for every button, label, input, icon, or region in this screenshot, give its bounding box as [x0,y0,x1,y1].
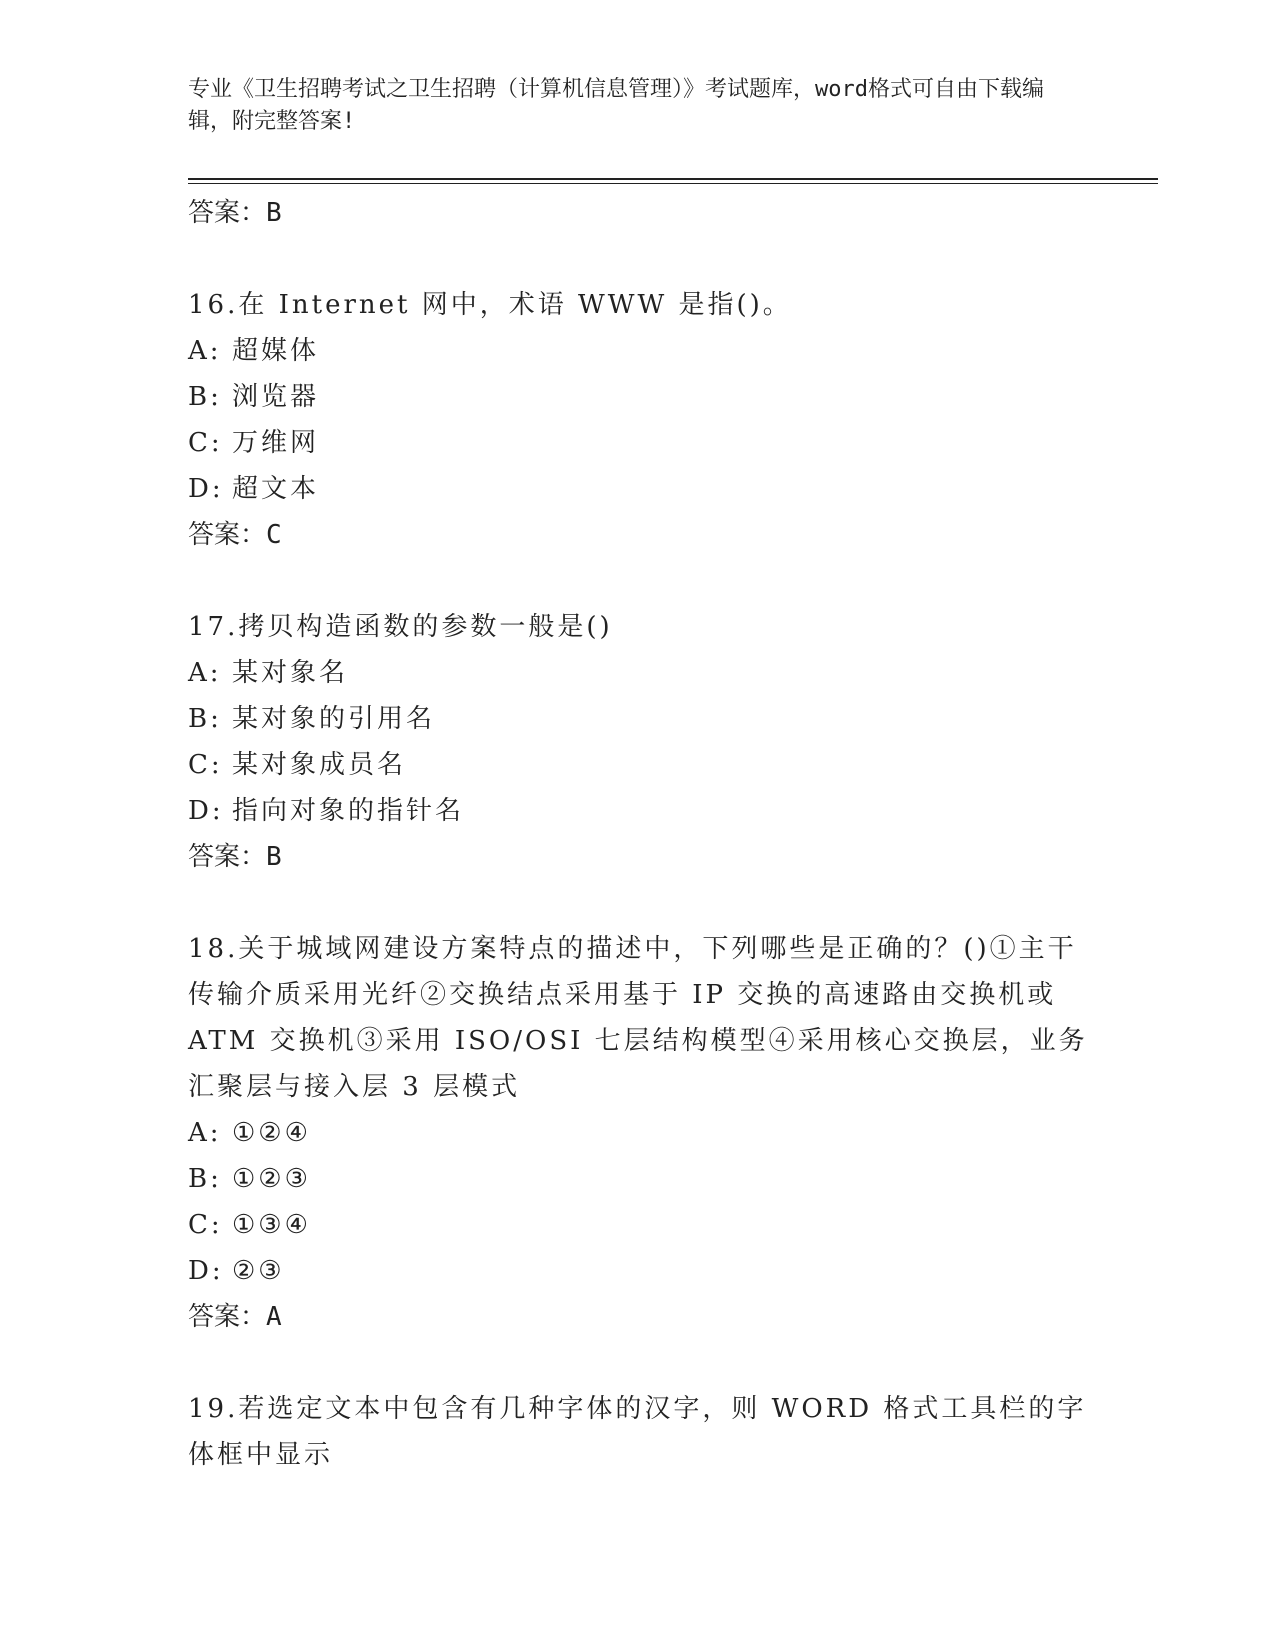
option-text: 超媒体 [232,336,320,366]
option-key: D: [188,474,224,504]
question-text: 18.关于城域网建设方案特点的描述中，下列哪些是正确的？()①主干传输介质采用光纤②交换结点采用基于 IP 交换的高速路由交换机或ATM 交换机③采用 ISO/OSI 七层结构模型④采用核心交换层，业务汇聚层与接入层 3 层模式 [188,934,1088,1102]
answer-option [188,1156,1088,1202]
option-text: 超文本 [232,474,320,504]
option-text: ①②④ [232,1118,311,1148]
answer-line [188,834,1088,880]
answer-label: 答案： [188,842,267,872]
answer-label: 答案： [188,520,267,550]
option-key: B: [188,382,222,412]
answer-value: B [266,842,282,872]
option-text: 某对象成员名 [232,750,407,780]
option-key: D: [188,1256,224,1286]
answer-line [188,1294,1088,1340]
spacer [188,236,1088,282]
option-text: ②③ [232,1256,285,1286]
page-header-text: 专业《卫生招聘考试之卫生招聘（计算机信息管理）》考试题库，word格式可自由下载编辑，附完整答案! [188,77,1044,134]
option-key: B: [188,1164,222,1194]
answer-line [188,512,1088,558]
answer-label: 答案： [188,198,267,228]
answer-option [188,328,1088,374]
question-text: 17.拷贝构造函数的参数一般是() [188,612,613,642]
header-divider-thin [188,183,1158,184]
option-text: ①②③ [232,1164,311,1194]
answer-label: 答案： [188,1302,267,1332]
option-text: 浏览器 [232,382,320,412]
option-key: A: [188,1118,222,1148]
answer-value: A [266,1302,282,1332]
spacer [188,880,1088,926]
answer-option [188,420,1088,466]
answer-option [188,1202,1088,1248]
question-list [188,190,1088,1478]
answer-option [188,788,1088,834]
option-text: 万维网 [232,428,320,458]
answer-option [188,1110,1088,1156]
option-text: 指向对象的指针名 [232,796,465,826]
option-key: A: [188,658,222,688]
option-text: ①③④ [232,1210,311,1240]
header-divider-thick [188,178,1158,180]
answer-option [188,742,1088,788]
answer-value: C [266,520,282,550]
option-key: B: [188,704,222,734]
option-key: C: [188,428,223,458]
answer-option [188,374,1088,420]
spacer [188,1340,1088,1386]
option-key: A: [188,336,222,366]
answer-value: B [266,198,282,228]
answer-option [188,650,1088,696]
spacer [188,558,1088,604]
option-text: 某对象名 [232,658,349,688]
option-text: 某对象的引用名 [232,704,436,734]
option-key: C: [188,1210,223,1240]
answer-option [188,466,1088,512]
answer-line [188,190,1088,236]
question-text: 16.在 Internet 网中，术语 WWW 是指()。 [188,290,792,320]
answer-option [188,1248,1088,1294]
answer-option [188,696,1088,742]
question-text: 19.若选定文本中包含有几种字体的汉字，则 WORD 格式工具栏的字体框中显示 [188,1394,1087,1470]
option-key: C: [188,750,223,780]
option-key: D: [188,796,224,826]
